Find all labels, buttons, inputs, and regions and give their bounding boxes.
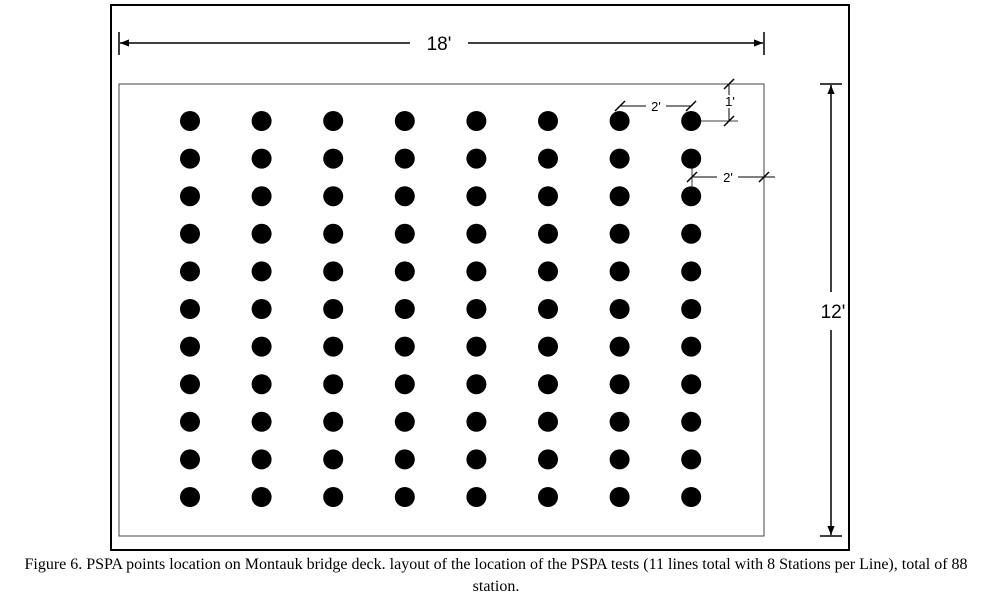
pspa-station-dot: [681, 261, 701, 281]
pspa-station-dot: [323, 299, 343, 319]
pspa-station-dot: [252, 186, 272, 206]
pspa-station-dot: [252, 149, 272, 169]
pspa-station-dot: [681, 149, 701, 169]
pspa-station-dot: [180, 186, 200, 206]
height-dimension: [820, 84, 845, 536]
pspa-station-dot: [180, 261, 200, 281]
pspa-station-dot: [180, 337, 200, 357]
pspa-station-dot: [681, 337, 701, 357]
pspa-station-dot: [323, 186, 343, 206]
pspa-station-dot: [610, 149, 630, 169]
pspa-station-dot: [538, 412, 558, 432]
pspa-station-dot: [538, 224, 558, 244]
spacing-dimension-label: 2': [651, 99, 661, 114]
pspa-station-dot: [252, 261, 272, 281]
pspa-station-dot: [610, 111, 630, 131]
pspa-station-dot: [395, 149, 415, 169]
pspa-station-dot: [252, 412, 272, 432]
pspa-station-dot: [395, 186, 415, 206]
width-dimension: [119, 32, 764, 55]
pspa-station-grid: [180, 111, 701, 507]
pspa-station-dot: [180, 449, 200, 469]
pspa-station-dot: [466, 449, 486, 469]
pspa-station-dot: [538, 149, 558, 169]
pspa-station-dot: [610, 487, 630, 507]
pspa-station-dot: [323, 261, 343, 281]
spacing-dimension: [615, 99, 696, 114]
pspa-station-dot: [323, 412, 343, 432]
pspa-station-dot: [466, 111, 486, 131]
pspa-station-dot: [681, 111, 701, 131]
pspa-station-dot: [395, 374, 415, 394]
pspa-station-dot: [395, 299, 415, 319]
pspa-station-dot: [395, 412, 415, 432]
pspa-station-dot: [538, 299, 558, 319]
pspa-station-dot: [252, 337, 272, 357]
pspa-station-dot: [466, 487, 486, 507]
right-offset-label: 2': [723, 170, 733, 185]
pspa-station-dot: [466, 149, 486, 169]
pspa-station-dot: [180, 412, 200, 432]
pspa-station-dot: [466, 337, 486, 357]
pspa-station-dot: [681, 186, 701, 206]
pspa-station-dot: [610, 299, 630, 319]
pspa-station-dot: [180, 374, 200, 394]
height-dimension-label: 12': [820, 302, 846, 323]
pspa-station-dot: [252, 224, 272, 244]
pspa-station-dot: [323, 374, 343, 394]
pspa-station-dot: [681, 449, 701, 469]
pspa-station-dot: [395, 111, 415, 131]
right-offset-dimension: [687, 163, 775, 186]
pspa-station-dot: [538, 449, 558, 469]
pspa-station-dot: [323, 337, 343, 357]
pspa-station-dot: [395, 337, 415, 357]
pspa-station-dot: [610, 261, 630, 281]
pspa-station-dot: [681, 224, 701, 244]
pspa-station-dot: [466, 261, 486, 281]
pspa-station-dot: [538, 374, 558, 394]
pspa-station-dot: [323, 487, 343, 507]
pspa-station-dot: [252, 111, 272, 131]
figure-caption: Figure 6. PSPA points location on Montauk bridge deck. layout of the location of the PSPA tests (11 lines total with 8 Stations per Line), total of 88 station.: [24, 556, 968, 595]
pspa-station-dot: [252, 449, 272, 469]
pspa-station-dot: [538, 337, 558, 357]
pspa-station-dot: [610, 186, 630, 206]
pspa-station-dot: [395, 224, 415, 244]
pspa-station-dot: [466, 412, 486, 432]
top-offset-label: 1': [725, 94, 735, 109]
pspa-station-dot: [180, 487, 200, 507]
pspa-station-dot: [180, 224, 200, 244]
width-dimension-label: 18': [426, 34, 452, 55]
pspa-station-dot: [681, 487, 701, 507]
pspa-station-dot: [395, 449, 415, 469]
pspa-station-dot: [252, 374, 272, 394]
pspa-station-dot: [538, 261, 558, 281]
pspa-station-dot: [610, 374, 630, 394]
pspa-station-dot: [538, 111, 558, 131]
deck-outline: [119, 84, 764, 536]
pspa-station-dot: [323, 149, 343, 169]
pspa-station-dot: [323, 224, 343, 244]
pspa-station-dot: [395, 261, 415, 281]
pspa-station-dot: [466, 299, 486, 319]
pspa-station-dot: [610, 412, 630, 432]
pspa-station-dot: [180, 111, 200, 131]
pspa-station-dot: [538, 487, 558, 507]
pspa-station-dot: [180, 149, 200, 169]
pspa-station-dot: [466, 224, 486, 244]
pspa-station-dot: [323, 449, 343, 469]
pspa-station-dot: [538, 186, 558, 206]
pspa-station-dot: [323, 111, 343, 131]
pspa-station-dot: [180, 299, 200, 319]
pspa-station-dot: [395, 487, 415, 507]
pspa-station-dot: [252, 487, 272, 507]
pspa-station-dot: [466, 374, 486, 394]
pspa-station-dot: [466, 186, 486, 206]
pspa-station-dot: [252, 299, 272, 319]
pspa-station-dot: [610, 449, 630, 469]
pspa-station-dot: [681, 299, 701, 319]
pspa-station-dot: [610, 337, 630, 357]
pspa-station-dot: [681, 374, 701, 394]
pspa-station-dot: [681, 412, 701, 432]
pspa-station-dot: [610, 224, 630, 244]
